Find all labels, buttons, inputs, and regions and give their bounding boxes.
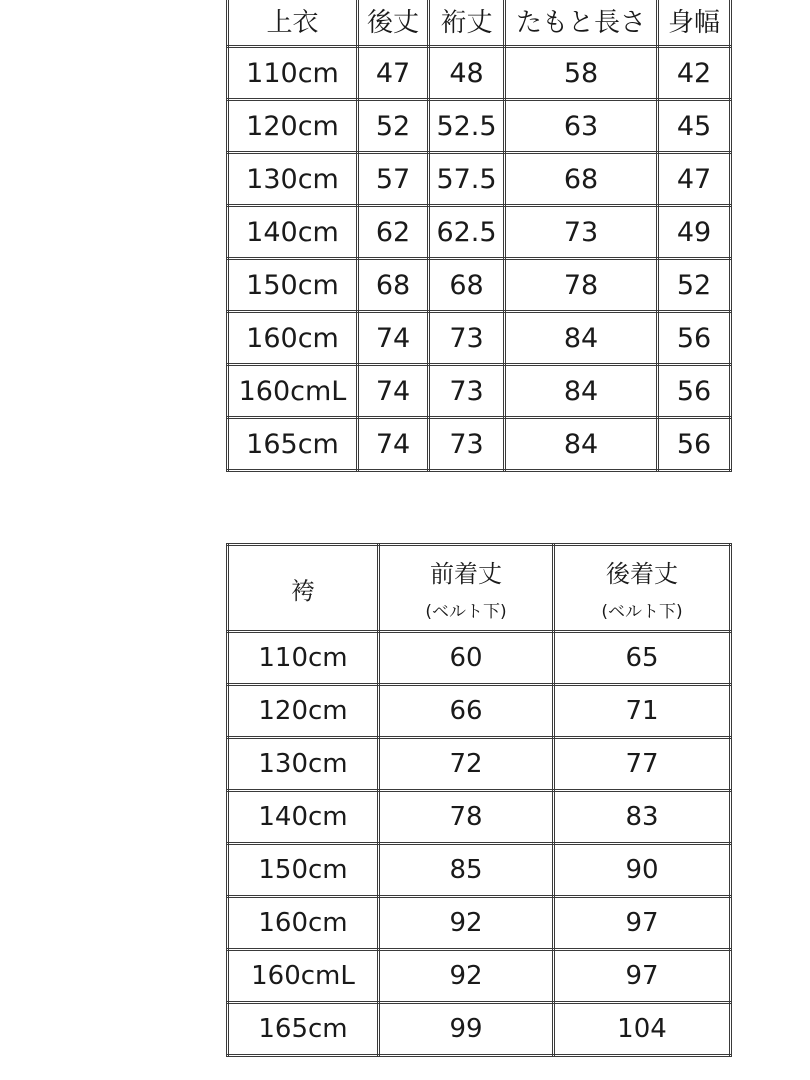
measurement-cell: 77: [554, 738, 731, 791]
size-cell: 120cm: [228, 685, 379, 738]
measurement-cell: 84: [505, 312, 658, 365]
measurement-cell: 45: [658, 100, 731, 153]
measurement-cell: 84: [505, 418, 658, 471]
measurement-cell: 57: [358, 153, 429, 206]
header-cell: 身幅: [658, 0, 731, 47]
measurement-cell: 48: [429, 47, 505, 100]
size-cell: 160cmL: [228, 365, 358, 418]
measurement-cell: 49: [658, 206, 731, 259]
measurement-cell: 58: [505, 47, 658, 100]
measurement-cell: 73: [505, 206, 658, 259]
measurement-cell: 65: [554, 632, 731, 685]
measurement-cell: 57.5: [429, 153, 505, 206]
measurement-cell: 56: [658, 312, 731, 365]
measurement-cell: 92: [379, 950, 554, 1003]
table-row: [228, 100, 731, 153]
size-cell: 140cm: [228, 206, 358, 259]
table-row: [228, 791, 731, 844]
measurement-cell: 72: [379, 738, 554, 791]
measurement-cell: 73: [429, 418, 505, 471]
header-label: 袴: [291, 576, 315, 605]
measurement-cell: 73: [429, 365, 505, 418]
size-cell: 120cm: [228, 100, 358, 153]
jacket-size-table: [226, 0, 732, 472]
table-row: [228, 259, 731, 312]
measurement-cell: 90: [554, 844, 731, 897]
measurement-cell: 68: [505, 153, 658, 206]
size-cell: 140cm: [228, 791, 379, 844]
table-row: [228, 206, 731, 259]
measurement-cell: 99: [379, 1003, 554, 1056]
measurement-cell: 104: [554, 1003, 731, 1056]
table-row: [228, 897, 731, 950]
size-cell: 150cm: [228, 259, 358, 312]
measurement-cell: 74: [358, 418, 429, 471]
measurement-cell: 74: [358, 312, 429, 365]
table-row: [228, 632, 731, 685]
table-row: [228, 685, 731, 738]
table-row: [228, 47, 731, 100]
measurement-cell: 47: [658, 153, 731, 206]
size-cell: 165cm: [228, 1003, 379, 1056]
measurement-cell: 78: [379, 791, 554, 844]
measurement-cell: 74: [358, 365, 429, 418]
measurement-cell: 68: [358, 259, 429, 312]
measurement-cell: 73: [429, 312, 505, 365]
header-cell: 後丈: [358, 0, 429, 47]
size-cell: 160cmL: [228, 950, 379, 1003]
measurement-cell: 62: [358, 206, 429, 259]
measurement-cell: 47: [358, 47, 429, 100]
header-sublabel: (ベルト下): [425, 602, 507, 622]
measurement-cell: 97: [554, 950, 731, 1003]
measurement-cell: 68: [429, 259, 505, 312]
measurement-cell: 78: [505, 259, 658, 312]
measurement-cell: 60: [379, 632, 554, 685]
table-row: [228, 153, 731, 206]
measurement-cell: 97: [554, 897, 731, 950]
table-row: [228, 950, 731, 1003]
table-row: [228, 418, 731, 471]
header-label: 後着丈: [606, 560, 678, 588]
measurement-cell: 52: [358, 100, 429, 153]
size-cell: 110cm: [228, 47, 358, 100]
measurement-cell: 71: [554, 685, 731, 738]
header-cell: [228, 545, 379, 632]
measurement-cell: 85: [379, 844, 554, 897]
header-sublabel: (ベルト下): [601, 602, 683, 622]
measurement-cell: 63: [505, 100, 658, 153]
measurement-cell: 56: [658, 418, 731, 471]
size-cell: 160cm: [228, 897, 379, 950]
size-cell: 165cm: [228, 418, 358, 471]
measurement-cell: 66: [379, 685, 554, 738]
hakama-size-table: [226, 543, 732, 1057]
table-row: [228, 365, 731, 418]
table-header-row: [228, 545, 731, 632]
size-cell: 130cm: [228, 738, 379, 791]
header-cell: 裄丈: [429, 0, 505, 47]
table-row: [228, 1003, 731, 1056]
header-cell: [379, 545, 554, 632]
size-cell: 150cm: [228, 844, 379, 897]
table-header-row: [228, 0, 731, 47]
size-cell: 110cm: [228, 632, 379, 685]
measurement-cell: 62.5: [429, 206, 505, 259]
measurement-cell: 84: [505, 365, 658, 418]
header-label: 前着丈: [430, 560, 502, 588]
header-cell: [554, 545, 731, 632]
header-cell: 上衣: [228, 0, 358, 47]
size-cell: 160cm: [228, 312, 358, 365]
measurement-cell: 83: [554, 791, 731, 844]
measurement-cell: 42: [658, 47, 731, 100]
measurement-cell: 52: [658, 259, 731, 312]
table-row: [228, 312, 731, 365]
measurement-cell: 52.5: [429, 100, 505, 153]
header-cell: たもと長さ: [505, 0, 658, 47]
table-row: [228, 738, 731, 791]
measurement-cell: 56: [658, 365, 731, 418]
size-cell: 130cm: [228, 153, 358, 206]
measurement-cell: 92: [379, 897, 554, 950]
table-row: [228, 844, 731, 897]
